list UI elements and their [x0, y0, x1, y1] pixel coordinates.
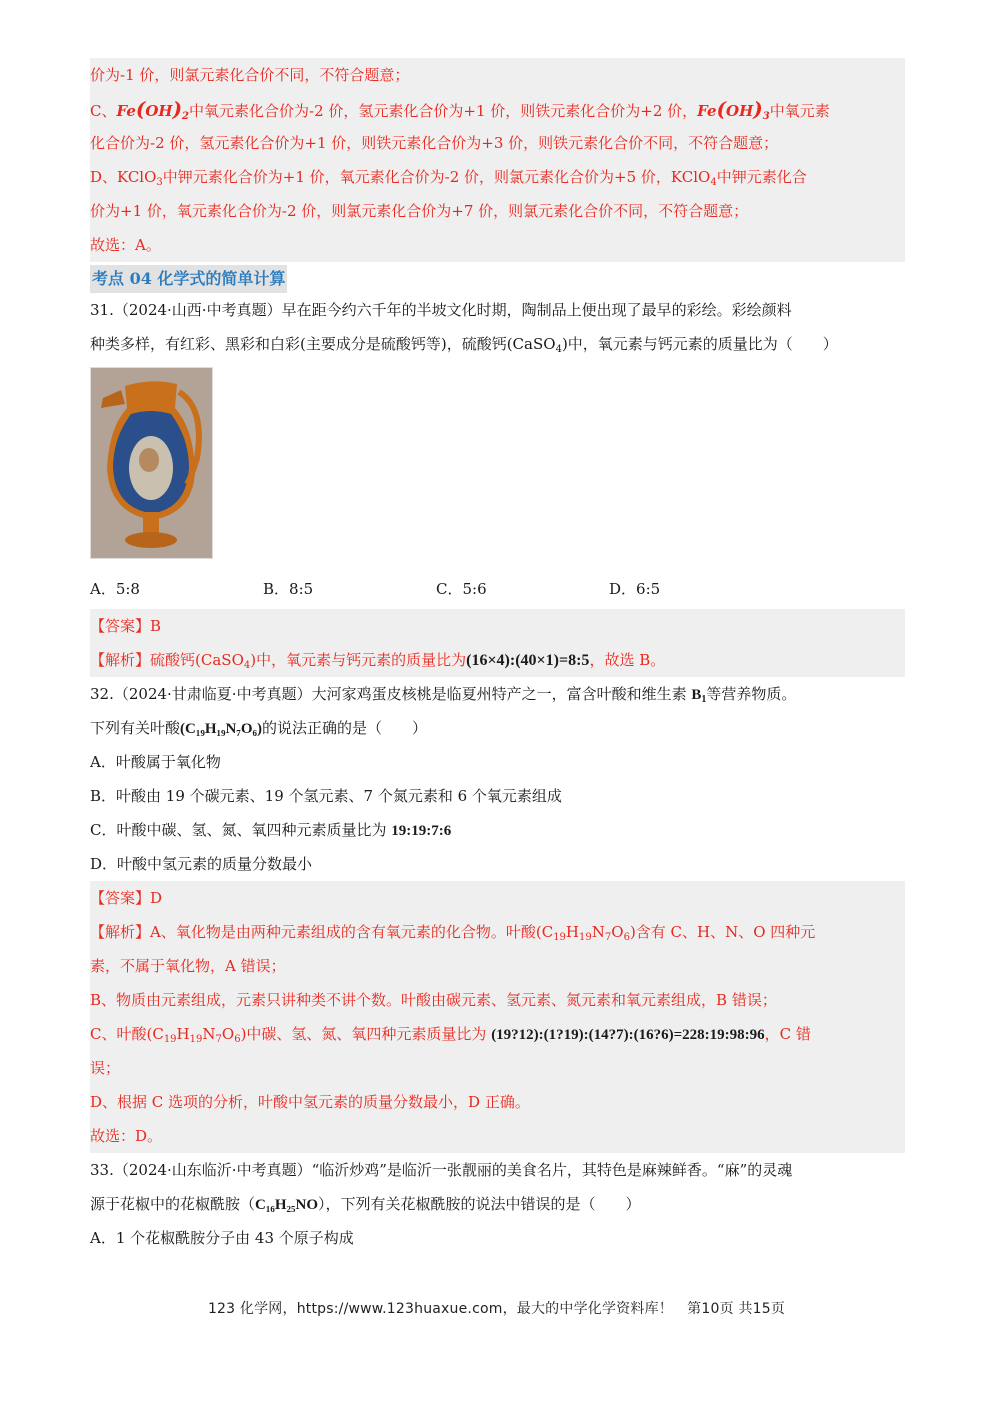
text-line: 下列有关叶酸(C₁₉H₁₉N₇O₆)的说法正确的是（ ）: [90, 719, 428, 737]
answer-options: [90, 569, 905, 609]
question-33: [90, 1153, 905, 1255]
text-line: 价为-1 价，则氯元素化合价不同，不符合题意；: [90, 66, 410, 84]
explanation-line: B、物质由元素组成，元素只讲种类不讲个数。叶酸由碳元素、氢元素、氮元素和氧元素组成，B 错误；: [90, 991, 777, 1009]
text-line: D、KClO$_3$中钾元素化合价为+1 价，氧元素化合价为-2 价，则氯元素化合价为+5 价，KClO$_4$中钾元素化合: [90, 168, 807, 188]
formula: (16×4):(40×1)=8:5: [466, 652, 590, 669]
text-line: 化合价为-2 价，氢元素化合价为+1 价，则铁元素化合价为+3 价，则铁元素化合价不同，不符合题意；: [90, 134, 779, 152]
text-line: 31.（2024·山西·中考真题）早在距今约六千年的半坡文化时期，陶制品上便出现了最早的彩绘。彩绘颜料: [90, 301, 792, 319]
explanation-line: C、叶酸$(C_{19}H_{19}N_7O_6)$中碳、氢、氮、氧四种元素质量比为 (19?12):(1?19):(14?7):(16?6)=228:19:98:96，C 错: [90, 1025, 811, 1045]
text-line: 价为+1 价，氧元素化合价为-2 价，则氯元素化合价为+7 价，则氯元素化合价不同，不符合题意；: [90, 202, 749, 220]
explanation-line: 误；: [90, 1059, 121, 1077]
formula: (C₁₉H₁₉N₇O₆): [180, 721, 262, 737]
formula: $Fe(OH)_2$: [116, 97, 190, 122]
option-d: D．叶酸中氢元素的质量分数最小: [90, 855, 313, 873]
option-b: B．8:5: [263, 580, 314, 598]
document-page: [90, 0, 905, 1255]
formula: (19?12):(1?19):(14?7):(16?6)=228:19:98:96: [491, 1027, 765, 1043]
option-a: A．1 个花椒酰胺分子由 43 个原子构成: [90, 1229, 354, 1247]
formula: $Fe(OH)_3$: [697, 97, 770, 122]
section-heading: 考点 04 化学式的简单计算: [90, 265, 287, 293]
answer-block-32: [90, 881, 905, 1153]
jug-illustration: [91, 368, 212, 558]
text-line: C、$Fe(OH)_2$中氧元素化合价为-2 价，氢元素化合价为+1 价，则铁元素化合价为+2 价，$Fe(OH)_3$中氧元素: [90, 97, 830, 122]
page-footer: 123 化学网，https://www.123huaxue.com，最大的中学化学资料库！ 第10页 共15页: [207, 1301, 786, 1317]
text-line: 33.（2024·山东临沂·中考真题）“临沂炒鸡”是临沂一张靓丽的美食名片，其特色是麻辣鲜香。“麻”的灵魂: [90, 1161, 793, 1179]
explanation-line: 素，不属于氧化物，A 错误；: [90, 957, 286, 975]
answer-line: 【答案】D: [90, 889, 163, 907]
option-c: C．5:6: [436, 580, 487, 598]
explanation-line: 【解析】A、氧化物是由两种元素组成的含有氧元素的化合物。叶酸$(C_{19}H_{19}N_7O_6)$含有 C、H、N、O 四种元: [90, 923, 816, 943]
option-a: A．5:8: [90, 580, 140, 598]
text-line: 32.（2024·甘肃临夏·中考真题）大河家鸡蛋皮核桃是临夏州特产之一，富含叶酸和维生素 $B_1$等营养物质。: [90, 685, 797, 705]
explanation-line: D、根据 C 选项的分析，叶酸中氢元素的质量分数最小，D 正确。: [90, 1093, 530, 1111]
option-d: D．6:5: [609, 580, 661, 598]
option-b: B．叶酸由 19 个碳元素、19 个氢元素、7 个氮元素和 6 个氧元素组成: [90, 787, 562, 805]
answer-block-31: [90, 609, 905, 677]
formula: C₁₆H₂₅NO: [255, 1197, 319, 1213]
question-31: [90, 293, 905, 677]
explanation-line: 【解析】硫酸钙(CaSO$_4$)中，氧元素与钙元素的质量比为(16×4):(40×1)=8:5，故选 B。: [90, 651, 666, 671]
text-line: 种类多样，有红彩、黑彩和白彩(主要成分是硫酸钙等)，硫酸钙(CaSO$_4$)中，氧元素与钙元素的质量比为（ ）: [90, 335, 838, 355]
question-32: [90, 677, 905, 1153]
explanation-block-30: [90, 58, 905, 262]
option-a: A．叶酸属于氧化物: [90, 753, 221, 771]
painted-pottery-jug-image: [90, 367, 213, 559]
text-line: 源于花椒中的花椒酰胺（C₁₆H₂₅NO），下列有关花椒酰胺的说法中错误的是（ ）: [90, 1195, 641, 1213]
explanation-line: 故选：D。: [90, 1127, 163, 1145]
answer-line: 【答案】B: [90, 617, 162, 635]
text-line: 故选：A。: [90, 236, 161, 254]
option-c: C．叶酸中碳、氢、氮、氧四种元素质量比为 19:19:7:6: [90, 821, 452, 839]
